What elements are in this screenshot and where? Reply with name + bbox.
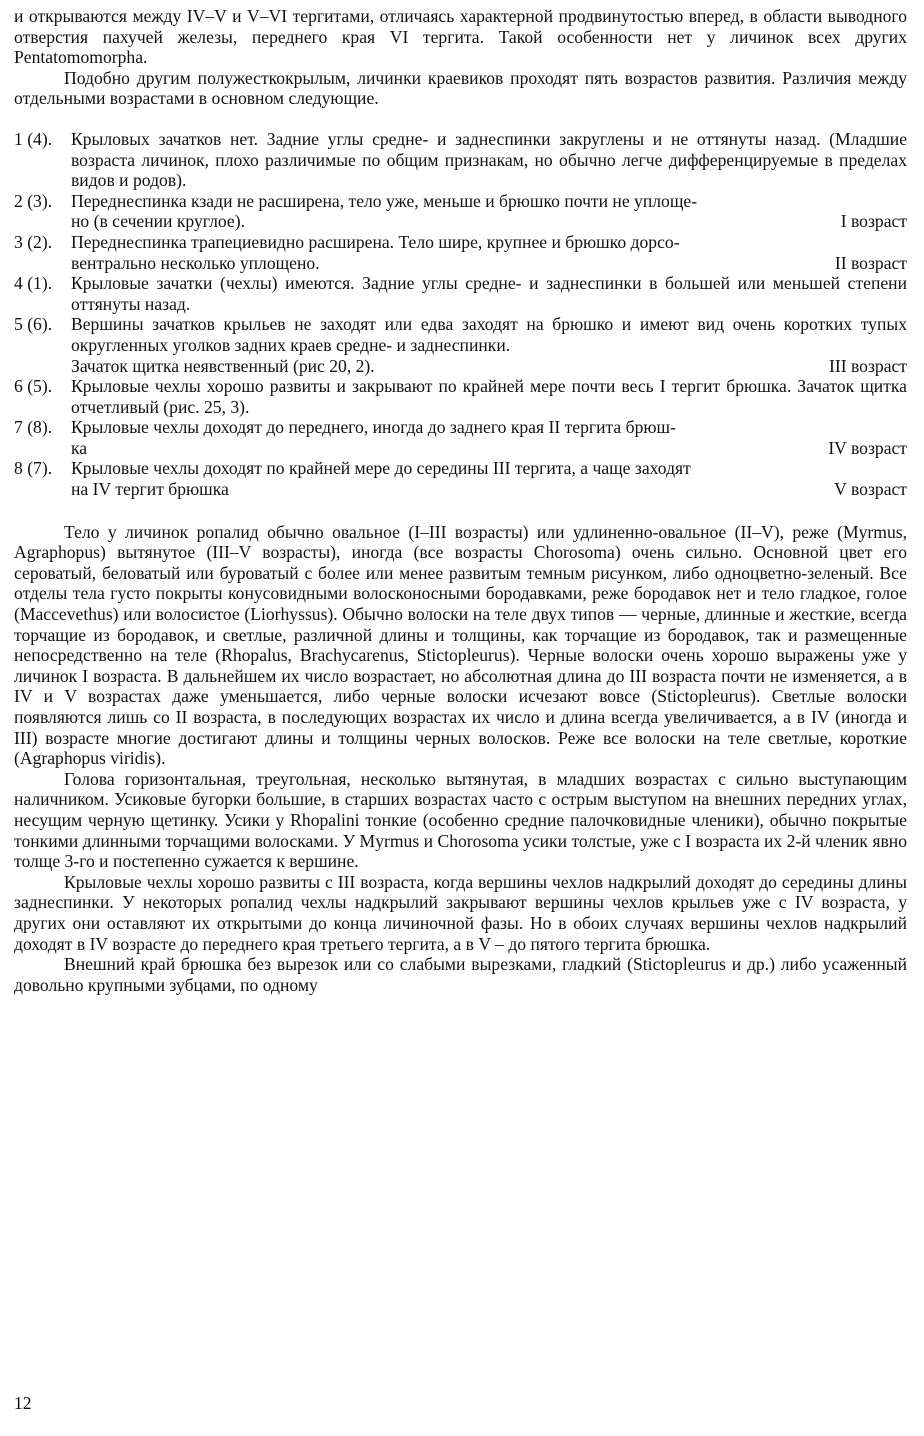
intro-paragraph-1: и открываются между IV–V и V–VI тергитами, отличаясь характерной продвинутостью вперед, в области выводного отверстия пахучей железы, переднего края VI тергита. Такой особенности нет у личинок всех других Pentatomomorpha. bbox=[14, 6, 907, 68]
couplet-tail: на IV тергит брюшка bbox=[71, 479, 229, 500]
couplet-tail: ка bbox=[71, 437, 88, 458]
couplet-number: 1 (4). bbox=[14, 128, 53, 149]
couplet-text: Крыловых зачатков нет. Задние углы средне- и заднеспинки закруглены и не оттянуты назад. (Младшие возраста личинок, плохо различимые по общим признакам, но обычно легче дифференцируемые в пределах видов и родов). bbox=[71, 128, 907, 191]
couplet-number: 3 (2). bbox=[14, 231, 53, 252]
body-paragraph-3: Крыловые чехлы хорошо развиты с III возраста, когда вершины чехлов надкрылий доходят до середины длины заднеспинки. У некоторых ропалид чехлы надкрылий закрывают вершины чехлов крыльев уже с IV возраста, у других они оставляют их открытыми до конца личиночной фазы. Но в обоих случаях вершины чехлов надкрылий доходят в IV возрасте до переднего края третьего тергита, а в V – до пятого тергита брюшка. bbox=[14, 871, 907, 954]
couplet-tail: Зачаток щитка неявственный (рис 20, 2). bbox=[71, 355, 375, 376]
intro-paragraph-2: Подобно другим полужесткокрылым, личинки краевиков проходят пять возрастов развития. Различия между отдельными возрастами в основном следующие. bbox=[14, 67, 907, 109]
key-couplet bbox=[14, 129, 907, 191]
key-couplet bbox=[14, 314, 907, 376]
body-paragraph-4: Внешний край брюшка без вырезок или со слабыми вырезками, гладкий (Stictopleurus и др.) либо усаженный довольно крупными зубцами, по одному bbox=[14, 954, 907, 995]
couplet-number: 8 (7). bbox=[14, 458, 53, 479]
couplet-text: Крыловые чехлы доходят по крайней мере до середины III тергита, а чаще заходят bbox=[71, 458, 691, 479]
couplet-text: Крыловые чехлы хорошо развиты и закрывают по крайней мере почти весь I тергит брюшка. Зачаток щитка отчетливый (рис. 25, 3). bbox=[71, 376, 907, 417]
instar-result: V возраст bbox=[834, 479, 907, 500]
instar-result: III возраст bbox=[828, 355, 907, 376]
page-number: 12 bbox=[14, 1393, 32, 1413]
page-text bbox=[14, 6, 907, 995]
couplet-tail: вентрально несколько уплощено. bbox=[71, 252, 320, 273]
couplet-text: Переднеспинка трапециевидно расширена. Тело шире, крупнее и брюшко дорсо- bbox=[71, 231, 680, 252]
instar-result: II возраст bbox=[834, 252, 907, 273]
key-couplet bbox=[14, 376, 907, 417]
couplet-text: Крыловые чехлы доходят до переднего, иногда до заднего края II тергита брюш- bbox=[71, 417, 676, 438]
couplet-number: 4 (1). bbox=[14, 273, 53, 294]
key-couplet bbox=[14, 458, 907, 499]
couplet-number: 7 (8). bbox=[14, 417, 53, 438]
couplet-number: 2 (3). bbox=[14, 190, 53, 211]
body-paragraph-2: Голова горизонтальная, треугольная, несколько вытянутая, в младших возрастах с сильно выступающим наличником. Усиковые бугорки большие, в старших возрастах часто с острым выступом на внешних передних углах, несущим черную щетинку. Усики у Rhopalini тонкие (особенно средние палочковидные членики), обычно покрытые тонкими длинными торчащими волосками. У Myrmus и Chorosoma усики толстые, уже с I возраста их 2-й членик явно толще 3-го и постепенно сужается к вершине. bbox=[14, 768, 907, 872]
instar-key bbox=[14, 129, 907, 500]
key-couplet bbox=[14, 232, 907, 273]
couplet-tail: но (в сечении круглое). bbox=[71, 211, 245, 232]
couplet-text: Вершины зачатков крыльев не заходят или едва заходят на брюшко и имеют вид очень коротких тупых округленных уголков задних краев средне- и заднеспинки. bbox=[71, 314, 907, 355]
couplet-text: Переднеспинка кзади не расширена, тело уже, меньше и брюшко почти не уплоще- bbox=[71, 190, 698, 211]
instar-result: I возраст bbox=[840, 211, 907, 232]
key-couplet bbox=[14, 417, 907, 458]
couplet-number: 5 (6). bbox=[14, 314, 53, 335]
instar-result: IV возраст bbox=[828, 437, 907, 458]
key-couplet bbox=[14, 191, 907, 232]
key-couplet bbox=[14, 273, 907, 314]
couplet-number: 6 (5). bbox=[14, 376, 53, 397]
body-paragraph-1: Тело у личинок ропалид обычно овальное (I–III возрасты) или удлиненно-овальное (II–V), реже (Myrmus, Agraphopus) вытянутое (III–V возрасты), иногда (все возрасты Chorosoma) очень сильно. Основной цвет его сероватый, беловатый или буроватый с более или менее развитым темным рисунком, либо одноцветно-зеленый. Все отделы тела густо покрыты конусовидными волосконосными бородавками, реже бородавок нет и тело гладкое, голое (Maccevethus) или волосистое (Liorhyssus). Обычно волоски на теле двух типов — черные, длинные и жесткие, всегда торчащие из бородавок, и светлые, различной длины и толщины, как торчащие из бородавок, так и размещенные непосредственно на теле (Rhopalus, Brachycarenus, Stictopleurus). Черные волоски очень хорошо выражены уже у личинок I возраста. В дальнейшем их число возрастает, но абсолютная длина до III возраста почти не изменяется, а в IV и V возрастах даже уменьшается, либо черные волоски исчезают вовсе (Stictopleurus). Светлые волоски появляются лишь со II возраста, в последующих возрастах их число и длина всегда увеличивается, а в IV (иногда и III) возрасте многие достигают длины и толщины черных волосков. Реже все волоски на теле светлые, короткие (Agraphopus viridis). bbox=[14, 521, 907, 769]
couplet-text: Крыловые зачатки (чехлы) имеются. Задние углы средне- и заднеспинки в большей или меньшей степени оттянуты назад. bbox=[71, 273, 907, 314]
